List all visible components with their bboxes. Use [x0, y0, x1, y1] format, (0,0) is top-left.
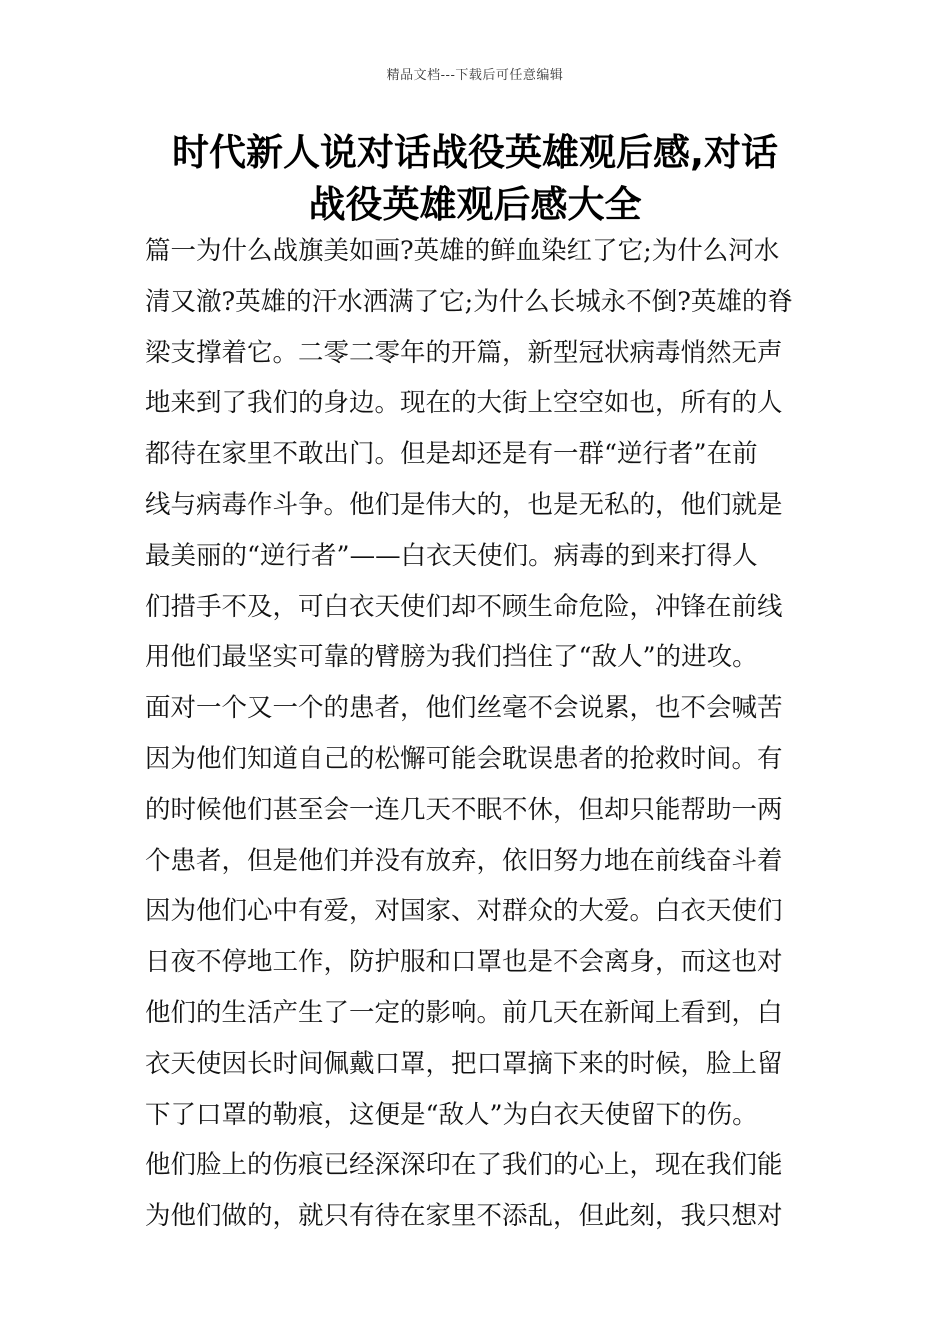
header-note: 精品文档---下载后可任意编辑 [386, 68, 564, 83]
body-line: 他们的生活产生了一定的影响。前几天在新闻上看到，白 [145, 997, 783, 1028]
body-line: 们措手不及，可白衣天使们却不顾生命危险，冲锋在前线 [145, 591, 783, 622]
body-line: 因为他们知道自己的松懈可能会耽误患者的抢救时间。有 [145, 743, 783, 774]
body-line: 用他们最坚实可靠的臂膀为我们挡住了“敌人”的进攻。 [145, 642, 758, 673]
document-title [140, 127, 810, 231]
body-line: 日夜不停地工作，防护服和口罩也是不会离身，而这也对 [145, 947, 783, 978]
body-line: 地来到了我们的身边。现在的大街上空空如也，所有的人 [145, 388, 783, 419]
body-line: 为他们做的，就只有待在家里不添乱，但此刻，我只想对 [145, 1201, 783, 1232]
document-body [145, 226, 815, 1242]
body-line: 他们脸上的伤痕已经深深印在了我们的心上，现在我们能 [145, 1150, 783, 1181]
body-line: 因为他们心中有爱，对国家、对群众的大爱。白衣天使们 [145, 896, 783, 927]
body-line: 都待在家里不敢出门。但是却还是有一群“逆行者”在前 [145, 439, 758, 470]
body-line: 清又澈?英雄的汗水洒满了它;为什么长城永不倒?英雄的脊 [145, 286, 793, 317]
body-line: 下了口罩的勒痕，这便是“敌人”为白衣天使留下的伤。 [145, 1099, 758, 1130]
body-line: 线与病毒作斗争。他们是伟大的，也是无私的，他们就是 [145, 489, 783, 520]
body-line: 篇一为什么战旗美如画?英雄的鲜血染红了它;为什么河水 [145, 236, 780, 266]
title-line: 战役英雄观后感大全 [308, 183, 642, 226]
body-line: 衣天使因长时间佩戴口罩，把口罩摘下来的时候，脸上留 [145, 1048, 783, 1079]
title-line: 时代新人说对话战役英雄观后感,对话 [171, 131, 779, 174]
body-line: 梁支撑着它。二零二零年的开篇，新型冠状病毒悄然无声 [145, 337, 783, 368]
body-line: 面对一个又一个的患者，他们丝毫不会说累，也不会喊苦 [145, 693, 783, 724]
body-line: 最美丽的“逆行者”——白衣天使们。病毒的到来打得人 [145, 540, 758, 571]
body-line: 个患者，但是他们并没有放弃，依旧努力地在前线奋斗着 [145, 845, 783, 876]
body-line: 的时候他们甚至会一连几天不眠不休，但却只能帮助一两 [145, 794, 783, 825]
